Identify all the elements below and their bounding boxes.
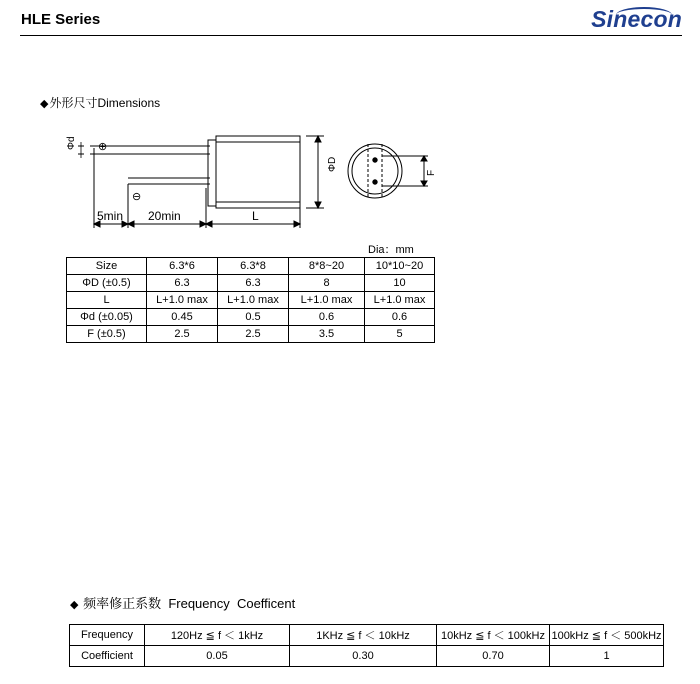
- header-cell: 10kHz ≦ f ＜ 100kHz: [437, 625, 550, 646]
- table-cell: 6.3: [218, 275, 289, 292]
- body-length-label: L: [252, 209, 259, 223]
- table-cell: 2.5: [218, 326, 289, 343]
- header-cell: 6.3*6: [147, 258, 218, 275]
- header-cell: 120Hz ≦ f ＜ 1kHz: [145, 625, 290, 646]
- header-cell: 8*8~20: [289, 258, 365, 275]
- frequency-coefficient-table: [69, 624, 664, 667]
- table-cell: 3.5: [289, 326, 365, 343]
- table-header-row: [70, 625, 664, 646]
- table-cell: 0.05: [145, 646, 290, 667]
- table-cell: Coefficient: [70, 646, 145, 667]
- positive-terminal-icon: ⊕: [98, 141, 108, 153]
- table-cell: 0.30: [290, 646, 437, 667]
- table-cell: 0.6: [365, 309, 435, 326]
- header-cell: Size: [67, 258, 147, 275]
- header-cell: 10*10~20: [365, 258, 435, 275]
- dimensions-title: 外形尺寸Dimensions: [49, 96, 161, 110]
- negative-terminal-icon: ⊖: [132, 191, 142, 203]
- table-cell: L: [67, 292, 147, 309]
- table-row: [67, 292, 435, 309]
- table-row: [70, 646, 664, 667]
- table-row: [67, 275, 435, 292]
- table-cell: 8: [289, 275, 365, 292]
- diamond-bullet-icon: ◆: [70, 599, 79, 611]
- table-header-row: [67, 258, 435, 275]
- table-cell: L+1.0 max: [289, 292, 365, 309]
- table-cell: 10: [365, 275, 435, 292]
- table-cell: 0.70: [437, 646, 550, 667]
- header-cell: 6.3*8: [218, 258, 289, 275]
- pitch-label: F: [426, 169, 437, 176]
- table-cell: 6.3: [147, 275, 218, 292]
- unit-note: Dia：mm: [368, 244, 414, 256]
- table-cell: ΦD (±0.5): [67, 275, 147, 292]
- header-cell: Frequency: [70, 625, 145, 646]
- header-cell: 100kHz ≦ f ＜ 500kHz: [550, 625, 664, 646]
- diamond-bullet-icon: ◆: [40, 98, 49, 110]
- table-cell: F (±0.5): [67, 326, 147, 343]
- table-cell: L+1.0 max: [147, 292, 218, 309]
- table-cell: 0.6: [289, 309, 365, 326]
- lead-min-label: 20min: [148, 209, 181, 223]
- table-cell: 2.5: [147, 326, 218, 343]
- table-row: [67, 326, 435, 343]
- dimensions-table: [66, 257, 435, 343]
- table-cell: 5: [365, 326, 435, 343]
- capacitor-dimension-drawing: [66, 128, 440, 228]
- frequency-heading: [70, 593, 295, 612]
- phi-D-label: ΦD: [327, 156, 338, 172]
- table-cell: 0.45: [147, 309, 218, 326]
- table-row: [67, 309, 435, 326]
- frequency-title: 频率修正系数 Frequency Coefficent: [83, 596, 296, 611]
- table-cell: L+1.0 max: [365, 292, 435, 309]
- header-cell: 1KHz ≦ f ＜ 10kHz: [290, 625, 437, 646]
- brand-logo: Sinecon: [591, 6, 682, 32]
- header-divider: [20, 35, 682, 36]
- table-cell: Φd (±0.05): [67, 309, 147, 326]
- lead-length-label: 5min: [97, 209, 124, 223]
- phi-d-label: Φd: [66, 136, 77, 150]
- table-cell: L+1.0 max: [218, 292, 289, 309]
- table-cell: 0.5: [218, 309, 289, 326]
- dimensions-heading: [40, 94, 160, 111]
- table-cell: 1: [550, 646, 664, 667]
- series-title: HLE Series: [21, 11, 101, 28]
